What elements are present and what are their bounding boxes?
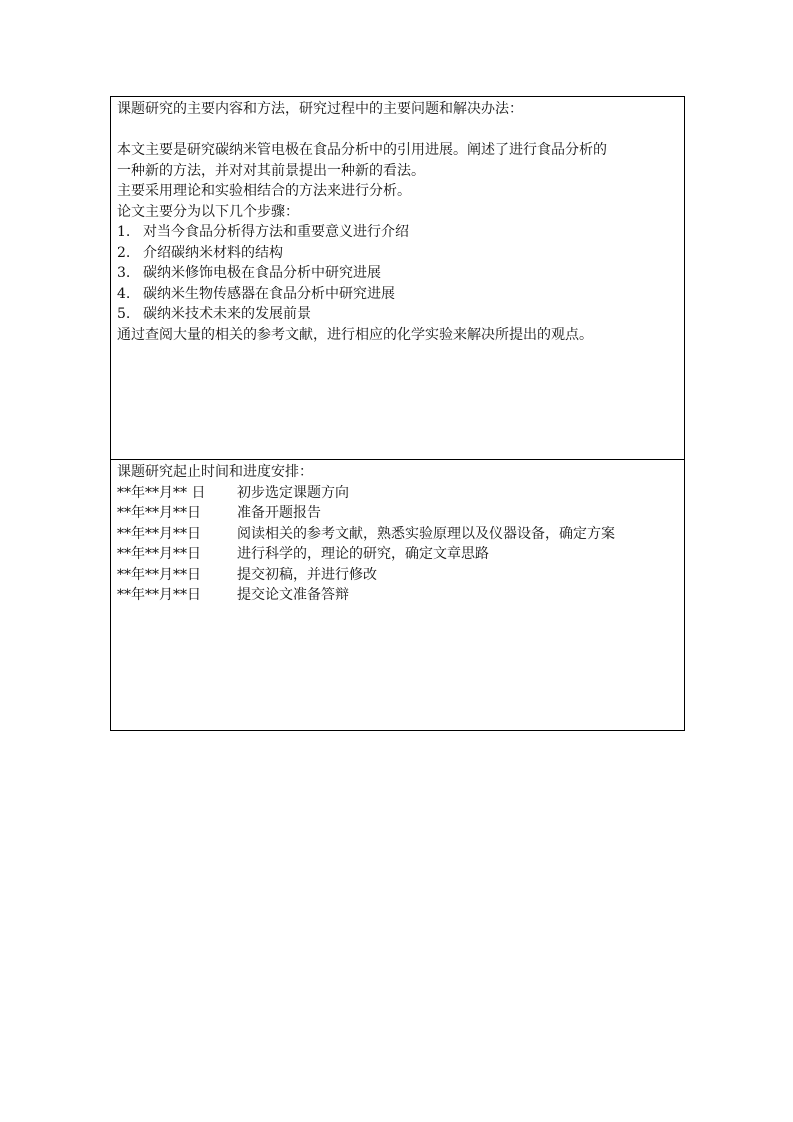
schedule-item [117,524,678,545]
research-content-section [111,97,684,460]
step-item [117,243,678,264]
step-number: 2. [117,244,131,261]
step-item [117,284,678,305]
research-method: 主要采用理论和实验相结合的方法来进行分析。 [117,183,411,199]
schedule-task: 提交论文准备答辩 [237,587,349,603]
steps-intro: 论文主要分为以下几个步骤： [117,203,299,220]
schedule-item [117,544,678,565]
schedule-item [117,503,678,524]
step-text: 碳纳米生物传感器在食品分析中研究进展 [143,285,395,302]
research-conclusion: 通过查阅大量的相关的参考文献，进行相应的化学实验来解决所提出的观点。 [117,326,593,343]
schedule-task: 进行科学的，理论的研究，确定文章思路 [237,546,489,562]
schedule-item [117,483,678,504]
step-number: 4. [117,285,131,302]
step-number: 1. [117,224,131,240]
research-heading: 课题研究的主要内容和方法，研究过程中的主要问题和解决办法： [117,101,523,117]
step-text: 碳纳米修饰电极在食品分析中研究进展 [143,265,381,281]
step-item [117,304,678,325]
schedule-item [117,565,678,586]
schedule-heading: 课题研究起止时间和进度安排： [117,464,313,480]
schedule-date: **年**月**日 [117,566,201,583]
schedule-task: 阅读相关的参考文献，熟悉实验原理以及仪器设备，确定方案 [237,525,615,542]
schedule-item [117,585,678,606]
step-text: 介绍碳纳米材料的结构 [143,244,283,261]
schedule-date: **年**月**日 [117,525,201,542]
research-paragraph-line-2: 一种新的方法，并对对其前景提出一种新的看法。 [117,162,425,179]
step-item [117,263,678,284]
proposal-form-table [110,96,685,731]
step-item [117,222,678,243]
schedule-date: **年**月** 日 [117,484,206,501]
step-text: 对当今食品分析得方法和重要意义进行介绍 [143,224,409,240]
step-number: 5. [117,306,131,322]
schedule-task: 初步选定课题方向 [237,484,349,501]
schedule-date: **年**月**日 [117,587,201,603]
research-paragraph-line-1: 本文主要是研究碳纳米管电极在食品分析中的引用进展。阐述了进行食品分析的 [117,142,607,158]
schedule-task: 准备开题报告 [237,505,321,521]
schedule-task: 提交初稿，并进行修改 [237,566,377,583]
blank-line [117,120,678,141]
schedule-section [111,460,684,730]
schedule-date: **年**月**日 [117,505,201,521]
step-number: 3. [117,265,131,281]
step-text: 碳纳米技术未来的发展前景 [143,306,311,322]
schedule-date: **年**月**日 [117,546,201,562]
